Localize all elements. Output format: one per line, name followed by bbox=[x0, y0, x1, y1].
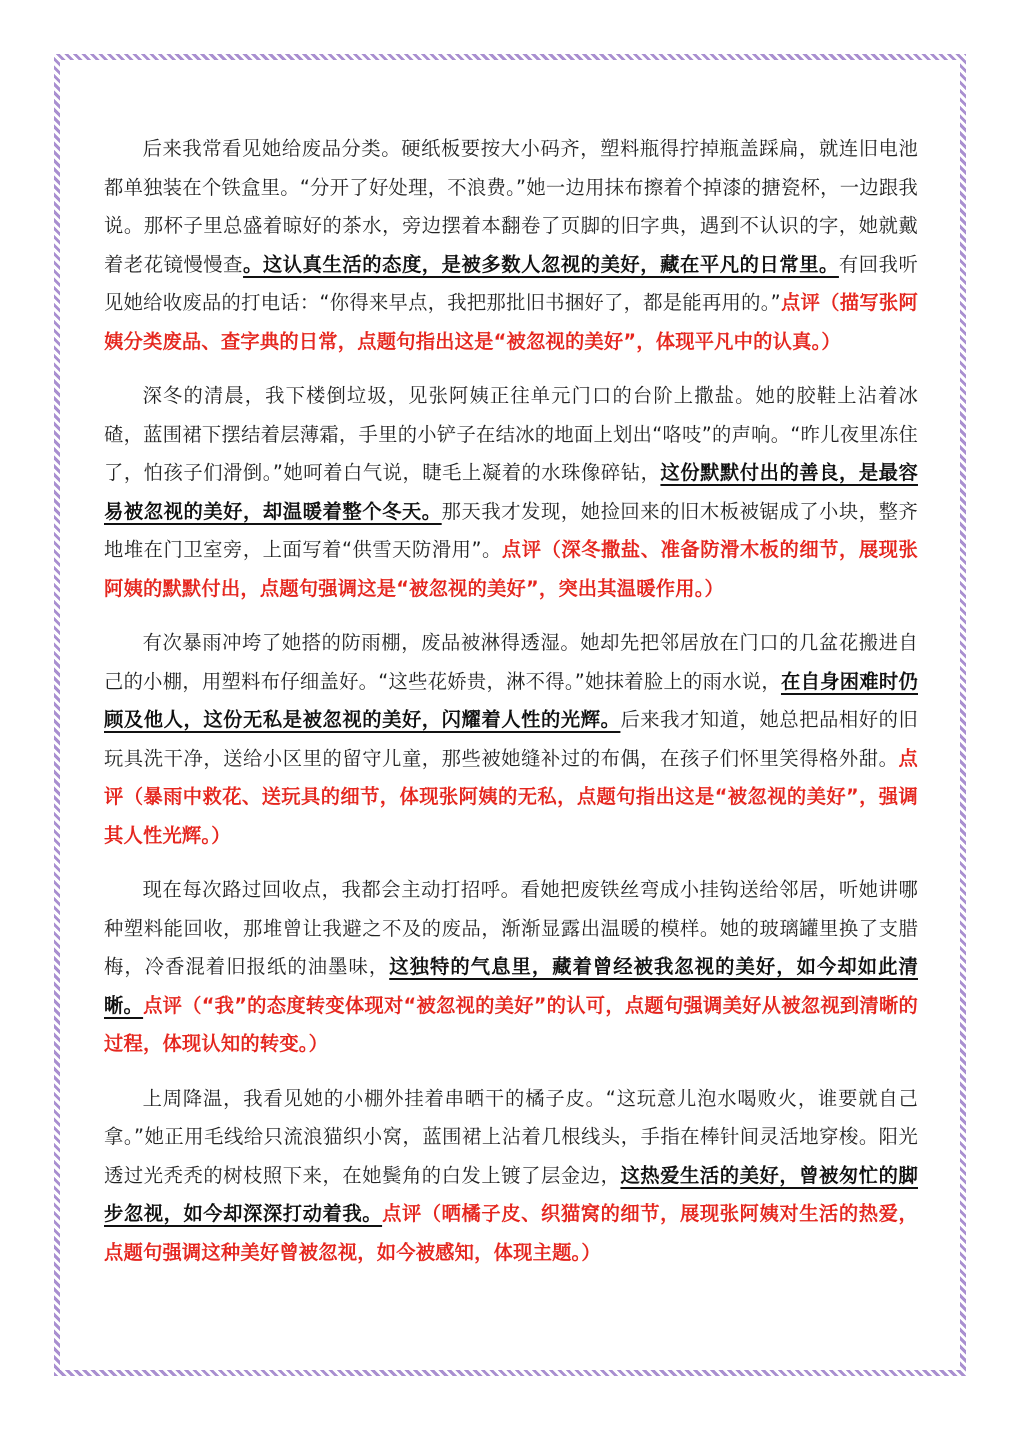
paragraph-4 bbox=[104, 871, 918, 1064]
theme-sentence: 这热爱生活的美好，曾被匆忙的脚步忽视，如今却深深打动着我。 bbox=[104, 1163, 918, 1225]
paragraph-text: 上周降温，我看见她的小棚外挂着串晒干的橘子皮。“这玩意儿泡水喝败火，谁要就自己拿。”她正用毛线给只流浪猫织小窝，蓝围裙上沾着几根线头，手指在棒针间灵活地穿梭。阳光透过光秃秃的树枝照下来，在她鬓角的白发上镀了层金边， bbox=[104, 1086, 918, 1187]
paragraph-3 bbox=[104, 624, 918, 855]
theme-sentence: 这份默默付出的善良，是最容易被忽视的美好，却温暖着整个冬天。 bbox=[104, 461, 918, 523]
paragraph-text: 那天我才发现，她捡回来的旧木板被锯成了小块，整齐地堆在门卫室旁，上面写着“供雪天防滑用”。 bbox=[104, 499, 918, 561]
theme-sentence: 。这认真生活的态度，是被多数人忽视的美好，藏在平凡的日常里。 bbox=[243, 252, 839, 276]
paragraph-text: 有回我听见她给收废品的打电话：“你得来早点，我把那批旧书捆好了，都是能再用的。” bbox=[104, 252, 918, 314]
paragraph-text: 现在每次路过回收点，我都会主动打招呼。看她把废铁丝弯成小挂钩送给邻居，听她讲哪种塑料能回收，那堆曾让我避之不及的废品，渐渐显露出温暖的模样。她的玻璃罐里换了支腊梅，冷香混着旧报纸的油墨味， bbox=[104, 878, 918, 978]
paragraph-text: 后来我常看见她给废品分类。硬纸板要按大小码齐，塑料瓶得拧掉瓶盖踩扁，就连旧电池都单独装在个铁盒里。“分开了好处理，不浪费。”她一边用抹布擦着个掉漆的搪瓷杯，一边跟我说。那杯子里总盛着晾好的茶水，旁边摆着本翻卷了页脚的旧字典，遇到不认识的字，她就戴着老花镜慢慢查 bbox=[104, 137, 918, 276]
comment-note: 点评（描写张阿姨分类废品、查字典的日常，点题句指出这是“被忽视的美好”，体现平凡中的认真。） bbox=[104, 291, 918, 353]
paragraph-1 bbox=[104, 130, 918, 361]
paragraph-2 bbox=[104, 377, 918, 608]
essay-body bbox=[104, 130, 918, 1288]
comment-note: 点评（“我”的态度转变体现对“被忽视的美好”的认可，点题句强调美好从被忽视到清晰的过程，体现认知的转变。） bbox=[104, 993, 918, 1055]
comment-note: 点评（深冬撒盐、准备防滑木板的细节，展现张阿姨的默默付出，点题句强调这是“被忽视的美好”，突出其温暖作用。） bbox=[104, 538, 918, 600]
paragraph-text: 深冬的清晨，我下楼倒垃圾，见张阿姨正往单元门口的台阶上撒盐。她的胶鞋上沾着冰碴，蓝围裙下摆结着层薄霜，手里的小铲子在结冰的地面上划出“咯吱”的声响。“昨儿夜里冻住了，怕孩子们滑倒。”她呵着白气说，睫毛上凝着的水珠像碎钻， bbox=[104, 384, 918, 484]
theme-sentence: 在自身困难时仍顾及他人，这份无私是被忽视的美好，闪耀着人性的光辉。 bbox=[104, 669, 918, 731]
paragraph-text: 有次暴雨冲垮了她搭的防雨棚，废品被淋得透湿。她却先把邻居放在门口的几盆花搬进自己的小棚，用塑料布仔细盖好。“这些花娇贵，淋不得。”她抹着脸上的雨水说， bbox=[104, 631, 918, 693]
comment-note: 点评（暴雨中救花、送玩具的细节，体现张阿姨的无私，点题句指出这是“被忽视的美好”，强调其人性光辉。） bbox=[104, 746, 918, 847]
comment-note: 点评（晒橘子皮、织猫窝的细节，展现张阿姨对生活的热爱，点题句强调这种美好曾被忽视，如今被感知，体现主题。） bbox=[104, 1202, 918, 1264]
paragraph-text: 后来我才知道，她总把品相好的旧玩具洗干净，送给小区里的留守儿童，那些被她缝补过的布偶，在孩子们怀里笑得格外甜。 bbox=[104, 708, 918, 770]
paragraph-5 bbox=[104, 1080, 918, 1273]
theme-sentence: 这独特的气息里，藏着曾经被我忽视的美好，如今却如此清晰。 bbox=[104, 955, 918, 1017]
